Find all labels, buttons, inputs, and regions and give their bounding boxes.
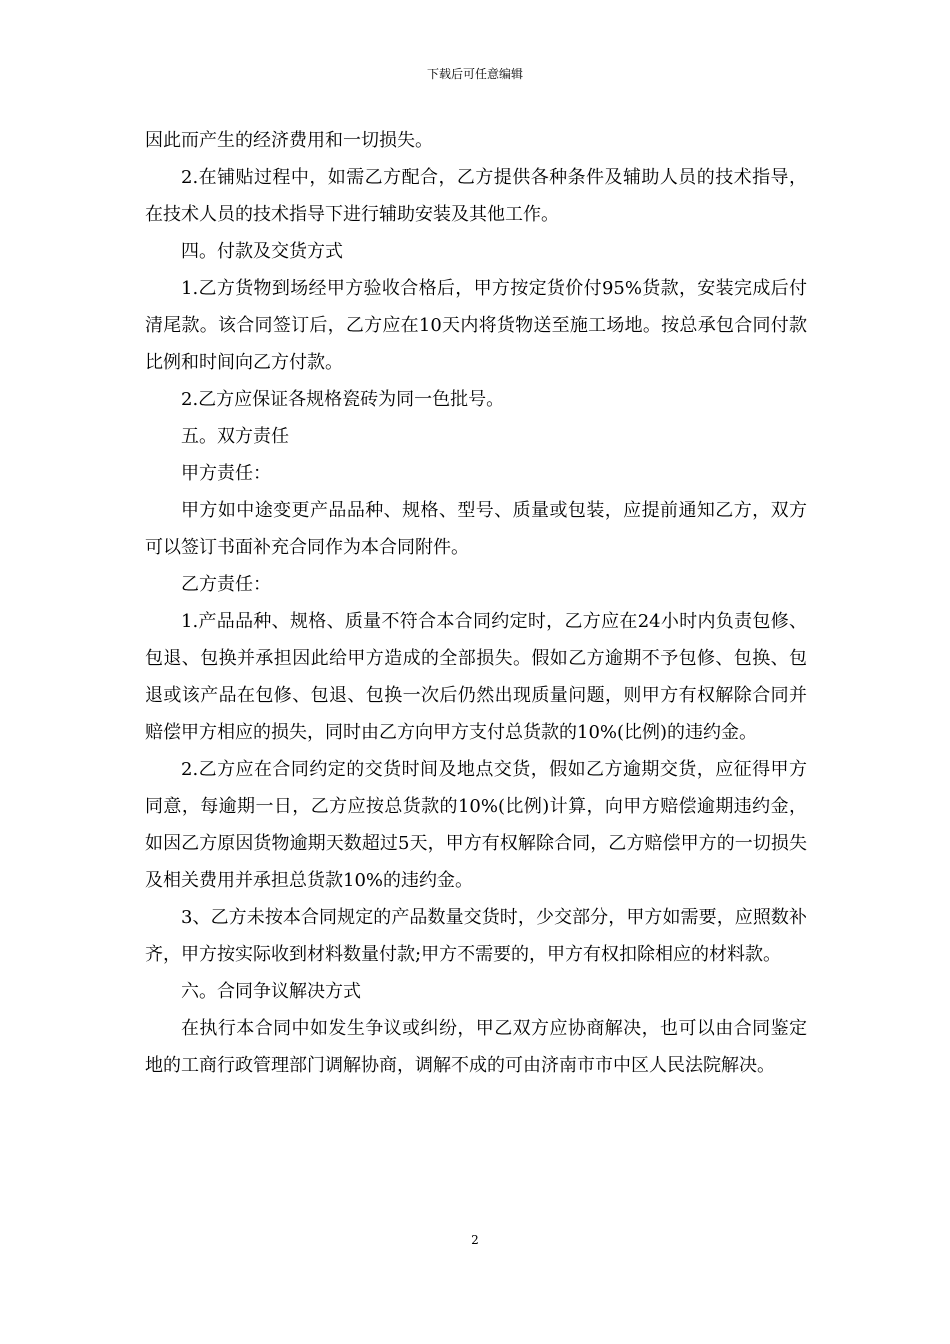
section-heading-payment: 四。付款及交货方式 — [181, 241, 343, 262]
paragraph-party-b-quality: 1.产品品种、规格、质量不符合本合同约定时，乙方应在24小时内负责包修、包退、包换并承担因此给甲方造成的全部损失。假如乙方逾期不予包修、包换、包退或该产品在包修、包退、包换一次后仍然出现质量问题，则甲方有权解除合同并赔偿甲方相应的损失，同时由乙方向甲方支付总货款的10%(比例)的违约金。 — [145, 611, 807, 743]
paragraph-party-a-duty: 甲方如中途变更产品品种、规格、型号、质量或包装，应提前通知乙方，双方可以签订书面补充合同作为本合同附件。 — [145, 500, 807, 558]
subheading-party-a: 甲方责任： — [181, 463, 271, 484]
page-number: 2 — [471, 1233, 479, 1247]
page-header: 下载后可任意编辑 — [426, 67, 523, 81]
section-heading-responsibilities: 五。双方责任 — [181, 426, 289, 447]
paragraph-dispute-resolution: 在执行本合同中如发生争议或纠纷，甲乙双方应协商解决，也可以由合同鉴定地的工商行政管理部门调解协商，调解不成的可由济南市市中区人民法院解决。 — [145, 1018, 807, 1076]
paragraph-payment-terms: 1.乙方货物到场经甲方验收合格后，甲方按定货价付95%货款，安装完成后付清尾款。该合同签订后，乙方应在10天内将货物送至施工场地。按总承包合同付款比例和时间向乙方付款。 — [145, 278, 807, 373]
paragraph-batch-number: 2.乙方应保证各规格瓷砖为同一色批号。 — [181, 389, 505, 410]
section-heading-disputes: 六。合同争议解决方式 — [181, 981, 361, 1002]
paragraph-party-b-quantity: 3、乙方未按本合同规定的产品数量交货时，少交部分，甲方如需要，应照数补齐，甲方按实际收到材料数量付款;甲方不需要的，甲方有权扣除相应的材料款。 — [145, 907, 807, 965]
paragraph-continuation: 因此而产生的经济费用和一切损失。 — [145, 130, 433, 151]
subheading-party-b: 乙方责任： — [181, 574, 271, 595]
paragraph-party-b-delivery: 2.乙方应在合同约定的交货时间及地点交货，假如乙方逾期交货，应征得甲方同意，每逾期一日，乙方应按总货款的10%(比例)计算，向甲方赔偿逾期违约金，如因乙方原因货物逾期天数超过5天，甲方有权解除合同，乙方赔偿甲方的一切损失及相关费用并承担总货款10%的违约金。 — [145, 759, 807, 891]
document-body — [145, 122, 807, 1084]
paragraph-installation-assist: 2.在铺贴过程中，如需乙方配合，乙方提供各种条件及辅助人员的技术指导，在技术人员的技术指导下进行辅助安装及其他工作。 — [145, 167, 807, 225]
